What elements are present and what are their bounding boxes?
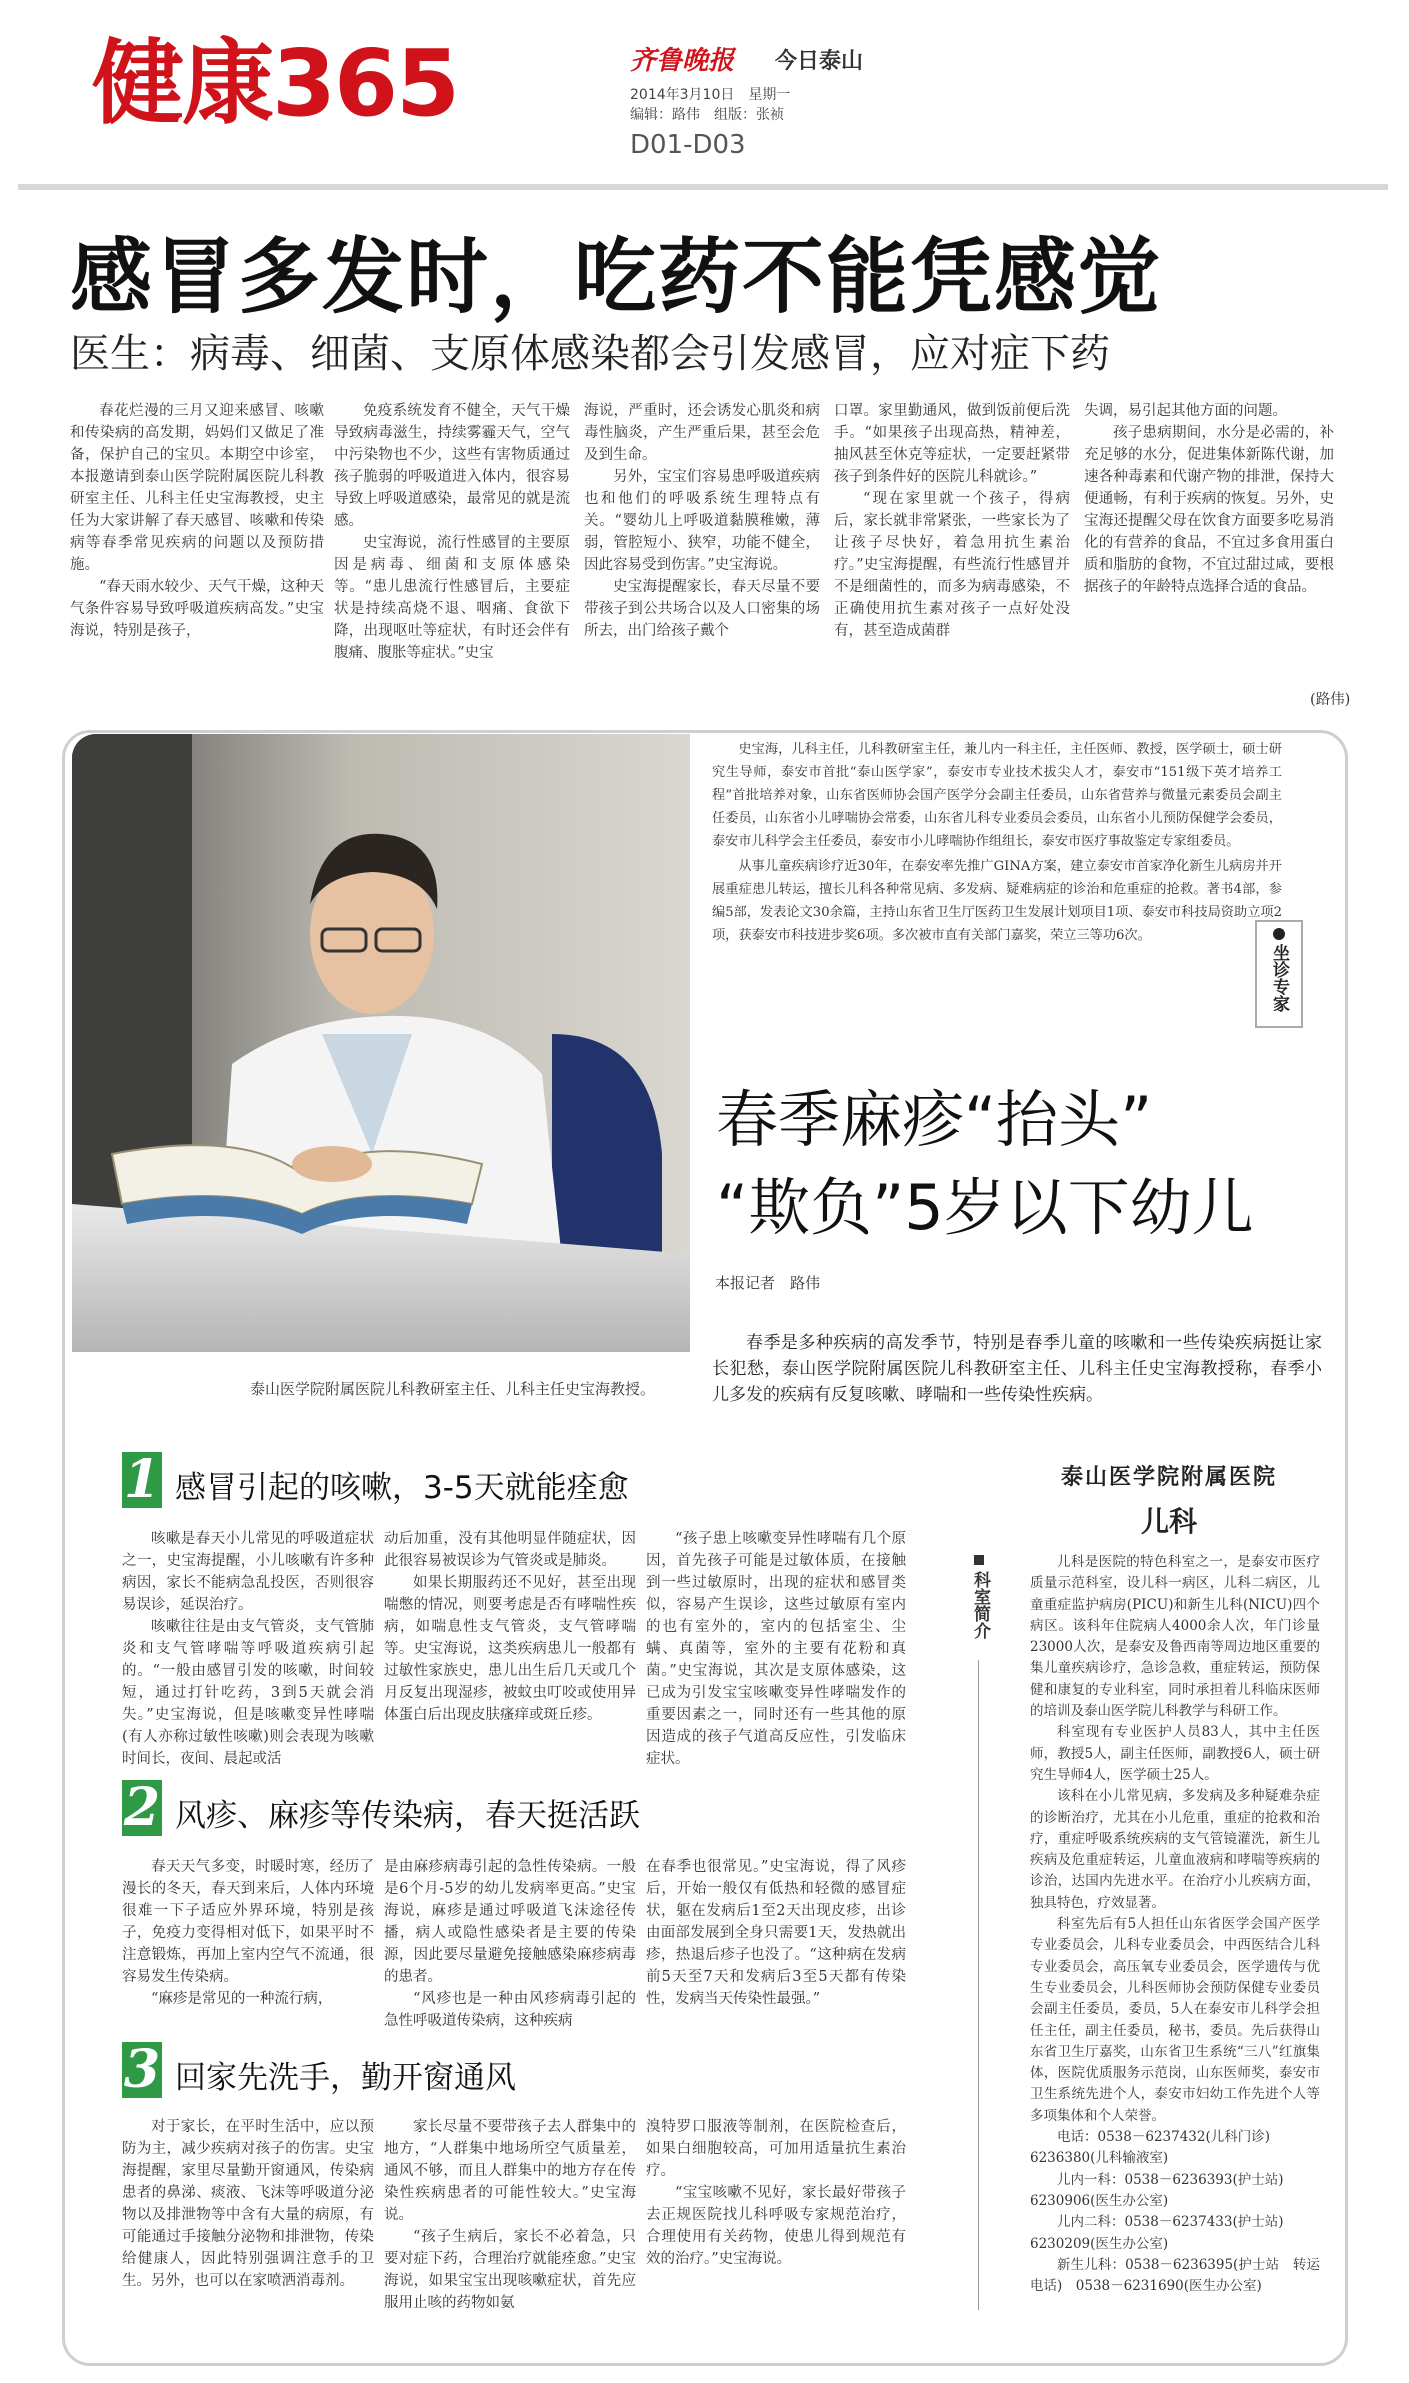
paragraph: 史宝海提醒家长，春天尽量不要带孩子到公共场合以及人口密集的场所去，出门给孩子戴个 — [584, 579, 820, 639]
sidebar-subtitle: 儿科 — [1140, 1505, 1197, 1538]
paragraph: 海说，严重时，还会诱发心肌炎和病毒性脑炎，产生严重后果，甚至会危及到生命。 — [584, 403, 820, 463]
paragraph: “风疹也是一种由风疹病毒引起的急性呼吸道传染病，这种疾病 — [384, 1991, 636, 2029]
phone-line: 新生儿科：0538－6236395(护士站 转运电话) 0538－6231690(医生办公室) — [1030, 2256, 1320, 2295]
paragraph: 在春季也很常见。”史宝海说，得了风疹后，开始一般仅有低热和轻微的感冒症状，躯在发病后1至2天出现皮疹，出诊由面部发展到全身只需要1天，发热就出疹，热退后疹子也没了。“这种病在发病前5天至7天和发病后3至5天都有传染性，发病当天传染性最强。” — [646, 1859, 906, 2007]
paragraph: 儿科是医院的特色科室之一，是泰安市医疗质量示范科室，设儿科一病区，儿科二病区，儿童重症监护病房(PICU)和新生儿科(NICU)四个病区。该科年住院病人4000余人次，年门诊量23000人次，是泰安及鲁西南等周边地区重要的集儿童疾病诊疗，急诊急救，重症转运，预防保健和康复的专业科室，同时承担着儿科临床医师的培训及泰山医学院儿科教学与科研工作。 — [1030, 1554, 1320, 1720]
tag-marker-icon — [1273, 928, 1285, 940]
section1-column-3 — [646, 1528, 906, 1770]
paragraph: 家长尽量不要带孩子去人群集中的地方，“人群集中地场所空气质量差，通风不够，而且人群集中的地方存在传染性疾病患者的可能性较大。”史宝海说。 — [384, 2119, 636, 2223]
main-column-4 — [834, 400, 1070, 642]
paragraph: 对于家长，在平时生活中，应以预防为主，减少疾病对孩子的伤害。史宝海提醒，家里尽量勤开窗通风，传染病患者的鼻涕、痰液、飞沫等呼吸道分泌物以及排泄物等中含有大量的病原，有可能通过手接触分泌物和排泄物，传染给健康人，因此特别强调注意手的卫生。另外，也可以在家喷洒消毒剂。 — [122, 2119, 374, 2289]
paragraph: 口罩。家里勤通风，做到饭前便后洗手。“如果孩子出现高热，精神差，抽风甚至休克等症状，一定要赶紧带孩子到条件好的医院儿科就诊。” — [834, 403, 1070, 485]
newspaper-edition: 今日泰山 — [775, 49, 864, 74]
doctor-reading-illustration — [72, 734, 690, 1352]
issue-date: 2014年3月10日 星期一 — [630, 87, 791, 103]
section-heading-1: 感冒引起的咳嗽，3-5天就能痊愈 — [175, 1470, 629, 1506]
section2-column-2 — [384, 1856, 636, 2032]
main-column-5 — [1084, 400, 1334, 598]
section1-column-2 — [384, 1528, 636, 1726]
bio-paragraph: 史宝海，儿科主任，儿科教研室主任，兼儿内一科主任，主任医师、教授，医学硕士，硕士研究生导师，泰安市首批“泰山医学家”，泰安市专业技术拔尖人才，泰安市“151级下英才培养工程”首批培养对象，山东省医师协会国产医学分会副主任委员，山东省营养与微量元素委员会副主任委员，山东省小儿哮喘协会常委，山东省儿科专业委员会委员，山东省小儿预防保健学会委员，泰安市儿科学会主任委员，泰安市小儿哮喘协作组组长，泰安市医疗事故鉴定专家组委员。 — [712, 742, 1282, 849]
phone-line: 儿内二科：0538－6237433(护士站) — [1057, 2214, 1284, 2231]
doctor-bio — [712, 738, 1282, 949]
section-logo: 健康365 — [92, 30, 459, 137]
paragraph: “宝宝咳嗽不见好，家长最好带孩子去正规医院找儿科呼吸专家规范治疗，合理使用有关药物，使患儿得到规范有效的治疗。”史宝海说。 — [646, 2185, 906, 2267]
sidebar-divider — [978, 1660, 979, 2310]
paragraph: 科室先后有5人担任山东省医学会国产医学专业委员会，儿科专业委员会，中西医结合儿科专业委员会，高压氧专业委员会，医学遗传与优生专业委员会，儿科医师协会预防保健专业委员会副主任委员，委员，5人在泰安市儿科学会担任主任，副主任委员，秘书，委员。先后获得山东省卫生厅嘉奖，山东省卫生系统“三八”红旗集体，医院优质服务示范岗，山东医师奖，泰安市卫生系统先进个人，泰安市妇幼工作先进个人等多项集体和个人荣誉。 — [1030, 1916, 1320, 2124]
feature-lede: 春季是多种疾病的高发季节，特别是春季儿童的咳嗽和一些传染疾病挺让家长犯愁，泰山医学院附属医院儿科教研室主任、儿科主任史宝海教授称，春季小儿多发的疾病有反复咳嗽、哮喘和一些传染性疾病。 — [712, 1333, 1322, 1405]
paragraph: 溴特罗口服液等制剂，在医院检查后，如果白细胞较高，可加用适量抗生素治疗。 — [646, 2119, 906, 2179]
article-author: (路伟) — [1310, 692, 1351, 708]
paragraph: 该科在小儿常见病，多发病及多种疑难杂症的诊断治疗，尤其在小儿危重，重症的抢救和治疗，重症呼吸系统疾病的支气管镜灌洗，新生儿疾病及危重症转运，儿童血液病和哮喘等疾病的诊治，达国内先进水平。在治疗小儿疾病方面，独具特色，疗效显著。 — [1030, 1788, 1320, 1911]
paragraph: “麻疹是常见的一种流行病， — [151, 1991, 333, 2007]
paragraph: 咳嗽往往是由支气管炎，支气管肺炎和支气管哮喘等呼吸道疾病引起的。“一般由感冒引发的咳嗽，时间较短，通过打针吃药，3到5天就会消失。”史宝海说，但是咳嗽变异性哮喘(有人亦称过敏性咳嗽)则会表现为咳嗽时间长，夜间、晨起或活 — [122, 1619, 374, 1767]
section-number-3: 3 — [123, 2039, 161, 2100]
paragraph: 失调，易引起其他方面的问题。 — [1084, 403, 1287, 419]
paragraph: 另外，宝宝们容易患呼吸道疾病也和他们的呼吸系统生理特点有关。“婴幼儿上呼吸道黏膜稚嫩，薄弱，管腔短小、狭窄，功能不健全，因此容易受到伤害。”史宝海说。 — [584, 469, 820, 573]
phone-line: 6236380(儿科输液室) — [1030, 2150, 1169, 2167]
masthead-divider — [18, 184, 1388, 190]
expert-tag — [1255, 920, 1303, 1028]
department-intro — [1030, 1552, 1320, 2297]
paragraph: 是由麻疹病毒引起的急性传染病。一般是6个月-5岁的幼儿发病率更高。”史宝海说，麻疹是通过呼吸道飞沫途径传播，病人或隐性感染者是主要的传染源，因此要尽量避免接触感染麻疹病毒的患者。 — [384, 1859, 636, 1985]
paragraph: 孩子患病期间，水分是必需的，补充足够的水分，促进集体新陈代谢，加速各种毒素和代谢产物的排泄，保持大便通畅，有利于疾病的恢复。另外，史宝海还提醒父母在饮食方面要多吃易消化的有营养的食品，不宜过多食用蛋白质和脂肪的食物，不宜过甜过咸，要根据孩子的年龄特点选择合适的食品。 — [1084, 425, 1334, 595]
paragraph: “孩子生病后，家长不必着急，只要对症下药，合理治疗就能痊愈。”史宝海说，如果宝宝出现咳嗽症状，首先应服用止咳的药物如氨 — [384, 2229, 636, 2311]
editor-credit: 编辑：路伟 组版：张祯 — [630, 107, 784, 123]
paragraph: 史宝海说，流行性感冒的主要原因是病毒、细菌和支原体感染等。“患儿患流行性感冒后，主要症状是持续高烧不退、咽痛、食欲下降，出现呕吐等症状，有时还会伴有腹痛、腹胀等症状。”史宝 — [334, 535, 570, 661]
feature-title-line1: 春季麻疹“抬头” — [716, 1083, 1153, 1156]
doctor-photo — [72, 734, 690, 1352]
feature-title-line2: “欺负”5岁以下幼儿 — [716, 1171, 1254, 1244]
main-headline: 感冒多发时，吃药不能凭感觉 — [70, 230, 1163, 325]
section3-column-3 — [646, 2116, 906, 2270]
paragraph: 如果长期服药还不见好，甚至出现喘憋的情况，则要考虑是否有哮喘性疾病，如喘息性支气管炎，支气管哮喘等。史宝海说，这类疾病患儿一般都有过敏性家族史，患儿出生后几天或几个月反复出现湿疹，被蚊虫叮咬或使用异体蛋白后出现皮肤瘙痒或斑丘疹。 — [384, 1575, 636, 1723]
sidebar-label-text: 科室简介 — [970, 1571, 990, 1639]
section-heading-3: 回家先洗手，勤开窗通风 — [175, 2060, 516, 2096]
section2-column-1 — [122, 1856, 374, 2010]
label-marker-icon — [974, 1555, 984, 1565]
tag-label: 坐诊专家 — [1269, 944, 1289, 1012]
main-column-1 — [70, 400, 324, 642]
paragraph: 春天天气多变，时暖时寒，经历了漫长的冬天，春天到来后，人体内环境很难一下子适应外界环境，特别是孩子，免疫力变得相对低下，如果平时不注意锻炼，再加上室内空气不流通，很容易发生传染病。 — [122, 1859, 374, 1985]
section3-column-1 — [122, 2116, 374, 2292]
photo-caption: 泰山医学院附属医院儿科教研室主任、儿科主任史宝海教授。 — [250, 1380, 656, 1398]
paragraph: 春花烂漫的三月又迎来感冒、咳嗽和传染病的高发期，妈妈们又做足了准备，保护自己的宝贝。本期空中诊室，本报邀请到泰山医学院附属医院儿科教研室主任、儿科主任史宝海教授，史主任为大家讲解了春天感冒、咳嗽和传染病等春季常见疾病的问题以及预防措施。 — [70, 403, 324, 573]
section3-column-2 — [384, 2116, 636, 2314]
main-subheadline: 医生：病毒、细菌、支原体感染都会引发感冒，应对症下药 — [70, 331, 1110, 377]
sidebar-title: 泰山医学院附属医院 — [1060, 1464, 1277, 1490]
phone-line: 6230906(医生办公室) — [1030, 2192, 1169, 2209]
section-number-2: 2 — [123, 1777, 161, 1838]
page-range: D01-D03 — [630, 130, 746, 160]
paragraph: 免疫系统发育不健全，天气干燥导致病毒滋生，持续雾霾天气，空气中污染物也不少，这些有害物质通过孩子脆弱的呼吸道进入体内，很容易导致上呼吸道感染，最常见的就是流感。 — [334, 403, 570, 529]
paragraph: “孩子患上咳嗽变异性哮喘有几个原因，首先孩子可能是过敏体质，在接触到一些过敏原时，出现的症状和感冒类似，容易产生误诊，这些过敏原有室内的也有室外的，室内的包括室尘、尘螨、真菌等，室外的主要有花粉和真菌。”史宝海说，其次是支原体感染，这已成为引发宝宝咳嗽变异性哮喘发作的重要因素之一，同时还有一些其他的原因造成的孩子气道高反应性，引发临床症状。 — [646, 1531, 906, 1767]
section2-column-3 — [646, 1856, 906, 2010]
phone-line: 儿内一科：0538－6236393(护士站) — [1057, 2171, 1284, 2188]
main-column-3 — [584, 400, 820, 642]
section-heading-2: 风疹、麻疹等传染病，春天挺活跃 — [175, 1798, 640, 1834]
newspaper-name: 齐鲁晚报 — [630, 46, 735, 76]
section1-column-1 — [122, 1528, 374, 1770]
paragraph: 动后加重，没有其他明显伴随症状，因此很容易被误诊为气管炎或是肺炎。 — [384, 1531, 636, 1569]
paragraph: “春天雨水较少、天气干燥，这种天气条件容易导致呼吸道疾病高发。”史宝海说，特别是孩子， — [70, 579, 324, 639]
byline: 本报记者 路伟 — [715, 1274, 821, 1292]
section-number-1: 1 — [123, 1449, 161, 1510]
paragraph: 咳嗽是春天小儿常见的呼吸道症状之一，史宝海提醒，小儿咳嗽有许多种病因，家长不能病急乱投医，否则很容易误诊，延误治疗。 — [122, 1531, 374, 1613]
paragraph: “现在家里就一个孩子，得病后，家长就非常紧张，一些家长为了让孩子尽快好，着急用抗生素治疗。”史宝海提醒，有些流行性感冒并不是细菌性的，而多为病毒感染，不正确使用抗生素对孩子一点好处没有，甚至造成菌群 — [834, 491, 1070, 639]
sidebar-label — [968, 1555, 990, 1639]
phone-line: 电话：0538－6237432(儿科门诊) — [1057, 2129, 1271, 2146]
main-column-2 — [334, 400, 570, 664]
bio-paragraph: 从事儿童疾病诊疗近30年，在泰安率先推广GINA方案，建立泰安市首家净化新生儿病房并开展重症患儿转运，擅长儿科各种常见病、多发病、疑难病症的诊治和危重症的抢救。著书4部，参编5部，发表论文30余篇，主持山东省卫生厅医药卫生发展计划项目1项、泰安市科技局资助立项2项，获泰安市科技进步奖6项。多次被市直有关部门嘉奖，荣立三等功6次。 — [712, 859, 1282, 943]
paragraph: 科室现有专业医护人员83人，其中主任医师，教授5人，副主任医师，副教授6人，硕士研究生导师4人，医学硕士25人。 — [1030, 1724, 1320, 1783]
phone-line: 6230209(医生办公室) — [1030, 2235, 1169, 2252]
